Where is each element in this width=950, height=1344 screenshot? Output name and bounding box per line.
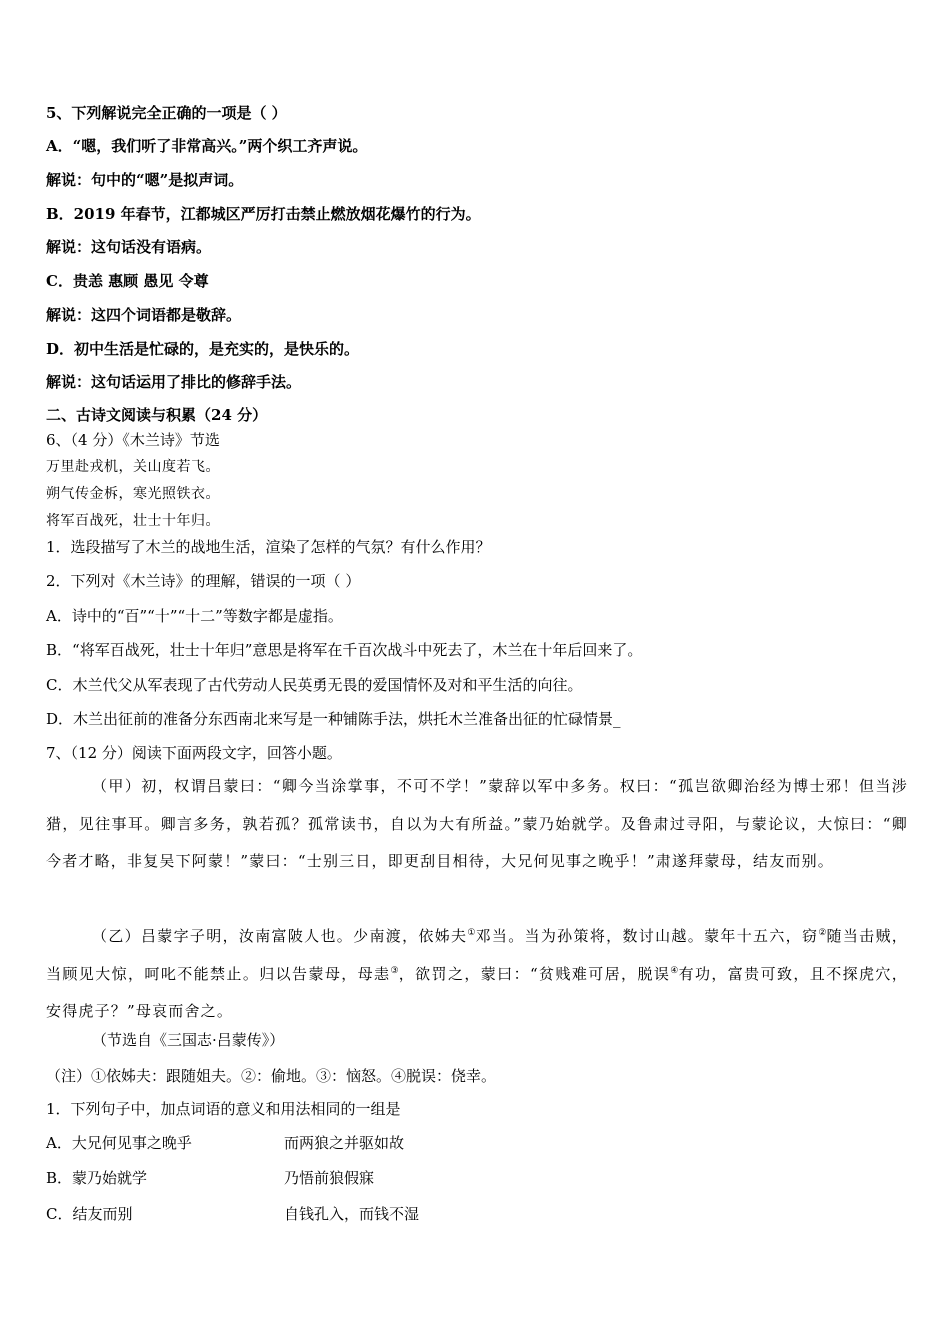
- footnote-mark-4: ④: [670, 965, 679, 976]
- passage-source: （节选自《三国志·吕蒙传》）: [92, 1031, 285, 1049]
- passage-yi-part-4: ，欲罚之，蒙曰：“贫贱难可居，脱误: [398, 964, 671, 983]
- poem-line-2: 朔气传金柝，寒光照铁衣。: [46, 486, 220, 502]
- q7-option-a-right: 而两狼之并驱如故: [284, 1134, 405, 1152]
- passage-yi-part-2: 邓当。当为孙策将，数讨山越。蒙年十五六，窃: [475, 927, 819, 945]
- q7-stem: 7、（12 分）阅读下面两段文字，回答小题。: [46, 744, 342, 762]
- q5-option-c-note: 解说：这四个词语都是敬辞。: [46, 306, 242, 324]
- q6-sub2: 2．下列对《木兰诗》的理解，错误的一项（ ）: [46, 572, 361, 590]
- passage-yi: [46, 918, 908, 1031]
- passage-jia: （甲）初，权谓吕蒙曰：“卿今当涂掌事，不可不学！”蒙辞以军中多务。权曰：“孤岂欲卿治经为博士邪！但当涉猎，见往事耳。卿言多务，孰若孤？孤常读书，自以为大有所益。”蒙乃始就学。及鲁肃过寻阳，与蒙论议，大惊曰：“卿今者才略，非复吴下阿蒙！”蒙曰：“士别三日，即更刮目相待，大兄何见事之晚乎！”肃遂拜蒙母，结友而别。: [46, 777, 908, 870]
- q6-stem: 6、（4 分）《木兰诗》节选: [46, 431, 220, 449]
- q5-option-b-note: 解说：这句话没有语病。: [46, 238, 212, 256]
- footnote-mark-2: ②: [818, 928, 827, 938]
- q7-option-b-right: 乃悟前狼假寐: [284, 1169, 375, 1187]
- passage-yi-part-1: （乙）吕蒙字子明，汝南富陂人也。少南渡，依姊夫: [92, 927, 468, 945]
- q6-option-c: C．木兰代父从军表现了古代劳动人民英勇无畏的爱国情怀及对和平生活的向往。: [46, 676, 583, 694]
- passage-yi-part-5: 有功，富贵可致，且不探虎穴，安得虎子？”母哀而舍之。: [46, 964, 909, 1020]
- q5-option-c: C．贵恙 惠顾 愚见 令尊: [46, 272, 209, 290]
- q7-sub1: 1．下列句子中，加点词语的意义和用法相同的一组是: [46, 1100, 401, 1118]
- q6-option-b: B．“将军百战死，壮士十年归”意思是将军在千百次战斗中死去了，木兰在十年后回来了。: [46, 641, 643, 659]
- q6-sub1: 1．选段描写了木兰的战地生活，渲染了怎样的气氛？有什么作用？: [46, 538, 491, 556]
- q5-option-a: A．“嗯，我们听了非常高兴。”两个织工齐声说。: [46, 137, 368, 155]
- q7-option-b-left: B．蒙乃始就学: [46, 1169, 148, 1187]
- q5-option-d: D．初中生活是忙碌的，是充实的，是快乐的。: [46, 340, 360, 358]
- q5-option-a-note: 解说：句中的“嗯”是拟声词。: [46, 171, 244, 189]
- passage-yi-part-3: 随当击贼，当顾见大惊，呵叱不能禁止。归以告蒙母，母恚: [46, 927, 908, 983]
- section-heading: 二、古诗文阅读与积累（24 分）: [46, 406, 268, 424]
- q6-option-a: A．诗中的“百”“十”“十二”等数字都是虚指。: [46, 607, 343, 625]
- footnote-mark-3: ③: [390, 965, 399, 976]
- q6-option-d: D．木兰出征前的准备分东西南北来写是一种铺陈手法，烘托木兰准备出征的忙碌情景_: [46, 710, 621, 728]
- q5-option-b: B．2019 年春节，江都城区严厉打击禁止燃放烟花爆竹的行为。: [46, 205, 481, 223]
- footnote-mark-1: ①: [467, 928, 476, 938]
- q5-stem: 5、下列解说完全正确的一项是（ ）: [46, 104, 287, 122]
- q5-option-d-note: 解说：这句话运用了排比的修辞手法。: [46, 373, 302, 391]
- annotation-notes: （注）①依姊夫：跟随姐夫。②：偷地。③：恼怒。④脱误：侥幸。: [46, 1067, 497, 1085]
- q7-option-c-right: 自钱孔入，而钱不湿: [284, 1205, 420, 1223]
- poem-line-1: 万里赴戎机，关山度若飞。: [46, 459, 220, 475]
- q7-option-a-left: A．大兄何见事之晚乎: [46, 1134, 192, 1152]
- q7-option-c-left: C．结友而别: [46, 1205, 133, 1223]
- poem-line-3: 将军百战死，壮士十年归。: [46, 513, 220, 529]
